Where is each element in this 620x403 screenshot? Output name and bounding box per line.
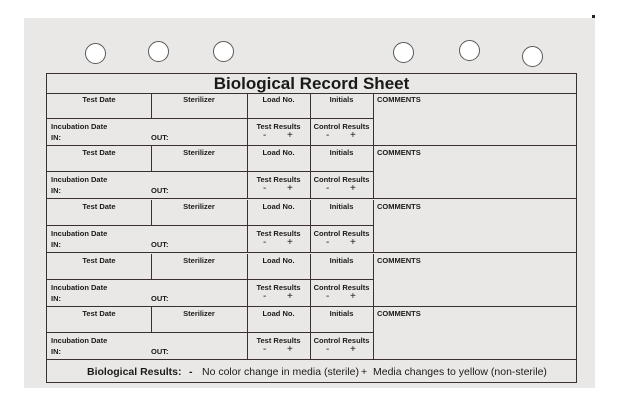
test-plus: +: [287, 183, 293, 194]
punch-hole: [213, 41, 234, 62]
test-date-label: Test Date: [82, 202, 116, 211]
control-minus: -: [326, 344, 330, 355]
initials-label: Initials: [329, 95, 354, 104]
incubation-date-label: Incubation Date: [51, 229, 108, 238]
sterilizer-label: Sterilizer: [183, 148, 215, 157]
test-date-label: Test Date: [82, 95, 116, 104]
divider: [373, 93, 374, 145]
divider: [373, 200, 374, 252]
stray-mark: [592, 15, 595, 18]
comments-label: COMMENTS: [377, 95, 421, 104]
test-date-label: Test Date: [82, 309, 116, 318]
test-results-label: Test Results: [256, 175, 301, 184]
out-label: OUT:: [151, 294, 169, 303]
test-plus: +: [287, 344, 293, 355]
initials-label: Initials: [329, 309, 354, 318]
legend-label: Biological Results:: [87, 366, 182, 378]
sterilizer-label: Sterilizer: [183, 95, 215, 104]
legend-footer: [47, 362, 576, 382]
record-block: [47, 93, 576, 146]
test-results-label: Test Results: [256, 336, 301, 345]
divider: [47, 332, 373, 333]
punch-hole: [393, 42, 414, 63]
out-label: OUT:: [151, 186, 169, 195]
test-minus: -: [263, 237, 267, 248]
control-results-label: Control Results: [313, 229, 370, 238]
test-date-label: Test Date: [82, 256, 116, 265]
record-block: [47, 254, 576, 307]
record-block: [47, 200, 576, 253]
load-no-label: Load No.: [262, 148, 295, 157]
control-minus: -: [326, 130, 330, 141]
in-label: IN:: [51, 186, 61, 195]
control-results-label: Control Results: [313, 122, 370, 131]
test-plus: +: [287, 291, 293, 302]
punch-hole: [148, 41, 169, 62]
control-results-label: Control Results: [313, 336, 370, 345]
load-no-label: Load No.: [262, 95, 295, 104]
divider: [373, 307, 374, 359]
control-plus: +: [350, 130, 356, 141]
test-minus: -: [263, 183, 267, 194]
sterilizer-label: Sterilizer: [183, 309, 215, 318]
sheet-title: Biological Record Sheet: [47, 74, 576, 94]
in-label: IN:: [51, 133, 61, 142]
out-label: OUT:: [151, 133, 169, 142]
out-label: OUT:: [151, 240, 169, 249]
initials-label: Initials: [329, 202, 354, 211]
test-results-label: Test Results: [256, 229, 301, 238]
initials-label: Initials: [329, 256, 354, 265]
divider: [47, 118, 373, 119]
sterilizer-label: Sterilizer: [183, 256, 215, 265]
legend-plus-text: Media changes to yellow (non-sterile): [373, 366, 547, 378]
test-minus: -: [263, 344, 267, 355]
control-minus: -: [326, 237, 330, 248]
legend-minus-text: No color change in media (sterile): [202, 366, 359, 378]
comments-label: COMMENTS: [377, 148, 421, 157]
load-no-label: Load No.: [262, 256, 295, 265]
control-results-label: Control Results: [313, 283, 370, 292]
record-block: [47, 307, 576, 360]
legend-plus-symbol: +: [361, 366, 368, 378]
in-label: IN:: [51, 347, 61, 356]
divider: [47, 279, 373, 280]
control-minus: -: [326, 291, 330, 302]
comments-label: COMMENTS: [377, 202, 421, 211]
record-block: [47, 146, 576, 199]
load-no-label: Load No.: [262, 309, 295, 318]
in-label: IN:: [51, 240, 61, 249]
divider: [373, 254, 374, 306]
out-label: OUT:: [151, 347, 169, 356]
test-minus: -: [263, 130, 267, 141]
test-plus: +: [287, 237, 293, 248]
legend-minus-symbol: -: [189, 366, 193, 378]
punch-hole: [85, 43, 106, 64]
divider: [47, 171, 373, 172]
test-minus: -: [263, 291, 267, 302]
control-results-label: Control Results: [313, 175, 370, 184]
control-minus: -: [326, 183, 330, 194]
incubation-date-label: Incubation Date: [51, 336, 108, 345]
incubation-date-label: Incubation Date: [51, 283, 108, 292]
comments-label: COMMENTS: [377, 256, 421, 265]
punch-hole: [522, 46, 543, 67]
divider: [47, 225, 373, 226]
load-no-label: Load No.: [262, 202, 295, 211]
divider: [373, 146, 374, 198]
test-results-label: Test Results: [256, 283, 301, 292]
record-sheet: [46, 73, 577, 383]
in-label: IN:: [51, 294, 61, 303]
test-plus: +: [287, 130, 293, 141]
initials-label: Initials: [329, 148, 354, 157]
incubation-date-label: Incubation Date: [51, 122, 108, 131]
test-results-label: Test Results: [256, 122, 301, 131]
control-plus: +: [350, 344, 356, 355]
punch-hole: [459, 40, 480, 61]
incubation-date-label: Incubation Date: [51, 175, 108, 184]
control-plus: +: [350, 183, 356, 194]
control-plus: +: [350, 291, 356, 302]
sterilizer-label: Sterilizer: [183, 202, 215, 211]
comments-label: COMMENTS: [377, 309, 421, 318]
test-date-label: Test Date: [82, 148, 116, 157]
control-plus: +: [350, 237, 356, 248]
